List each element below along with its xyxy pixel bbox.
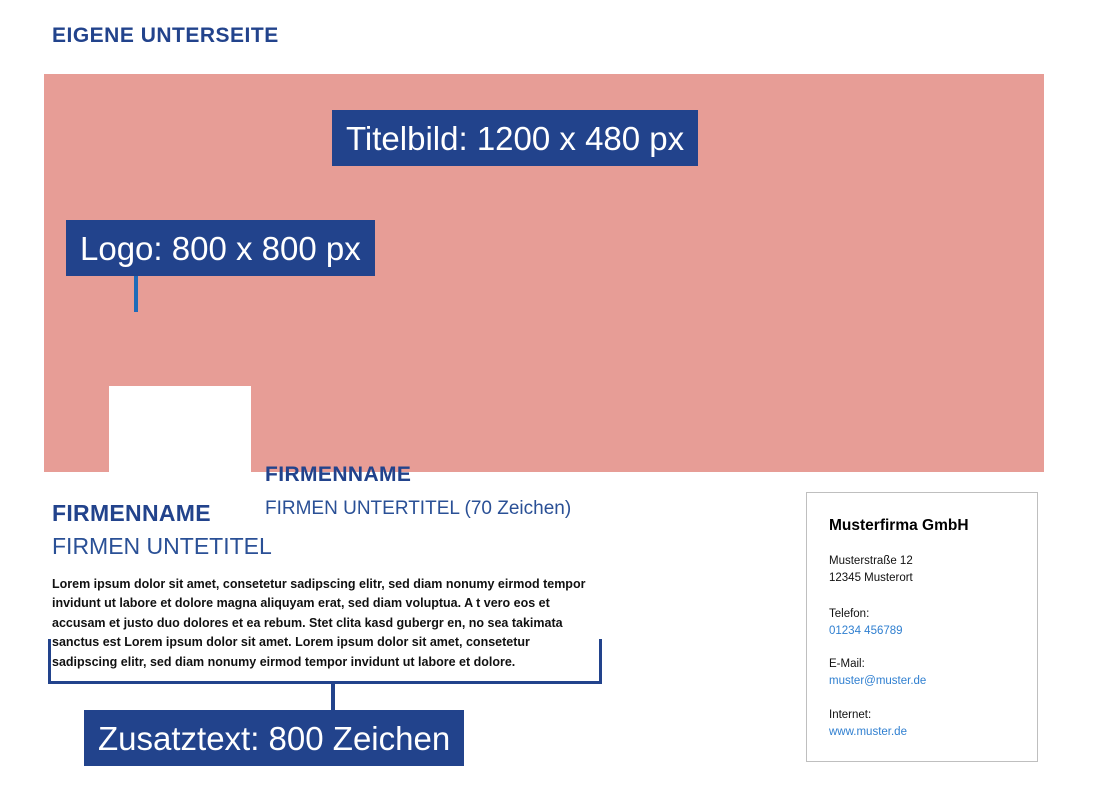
content-body-text: Lorem ipsum dolor sit amet, consetetur sadipscing elitr, sed diam nonumy eirmod tempor invidunt ut labore et dolore magna aliquyam erat, sed diam voluptua. A t vero eos et accusam et justo duo dolores et ea rebum. Stet clita kasd gubergr en, no sea takimata sanctus est Lorem ipsum dolor sit amet. Lorem ipsum dolor sit amet, consetetur sadipscing elitr, sed diam nonumy eirmod tempor invidunt ut labore et dolore. bbox=[52, 577, 586, 669]
contact-street: Musterstraße 12 bbox=[829, 555, 913, 567]
contact-company-name: Musterfirma GmbH bbox=[829, 517, 969, 534]
contact-email-label: E-Mail: bbox=[829, 658, 865, 670]
contact-address bbox=[829, 553, 1015, 588]
contact-web-label: Internet: bbox=[829, 708, 872, 721]
contact-card bbox=[806, 492, 1038, 762]
contact-phone-value[interactable]: 01234 456789 bbox=[829, 624, 903, 637]
contact-web-value[interactable]: www.muster.de bbox=[829, 725, 907, 738]
callout-logo: Logo: 800 x 800 px bbox=[66, 220, 375, 276]
bracket-zusatztext bbox=[48, 639, 602, 684]
contact-email-group bbox=[829, 656, 1015, 691]
callout-titelbild: Titelbild: 1200 x 480 px bbox=[332, 110, 698, 166]
contact-phone-label: Telefon: bbox=[829, 607, 870, 620]
contact-city: 12345 Musterort bbox=[829, 572, 913, 585]
connector-line-zusatztext bbox=[331, 684, 335, 710]
hero-company-subtitle: FIRMEN UNTERTITEL (70 Zeichen) bbox=[265, 498, 572, 519]
content-company-name: FIRMENNAME bbox=[52, 500, 211, 526]
contact-web-group bbox=[829, 707, 1015, 742]
page-title: EIGENE UNTERSEITE bbox=[52, 24, 279, 47]
hero-company-name: FIRMENNAME bbox=[265, 463, 412, 486]
contact-phone-group bbox=[829, 606, 1015, 641]
callout-zusatztext: Zusatztext: 800 Zeichen bbox=[84, 710, 464, 766]
content-company-subtitle: FIRMEN UNTETITEL bbox=[52, 533, 272, 559]
connector-line-logo bbox=[134, 276, 138, 312]
contact-email-value[interactable]: muster@muster.de bbox=[829, 675, 927, 688]
